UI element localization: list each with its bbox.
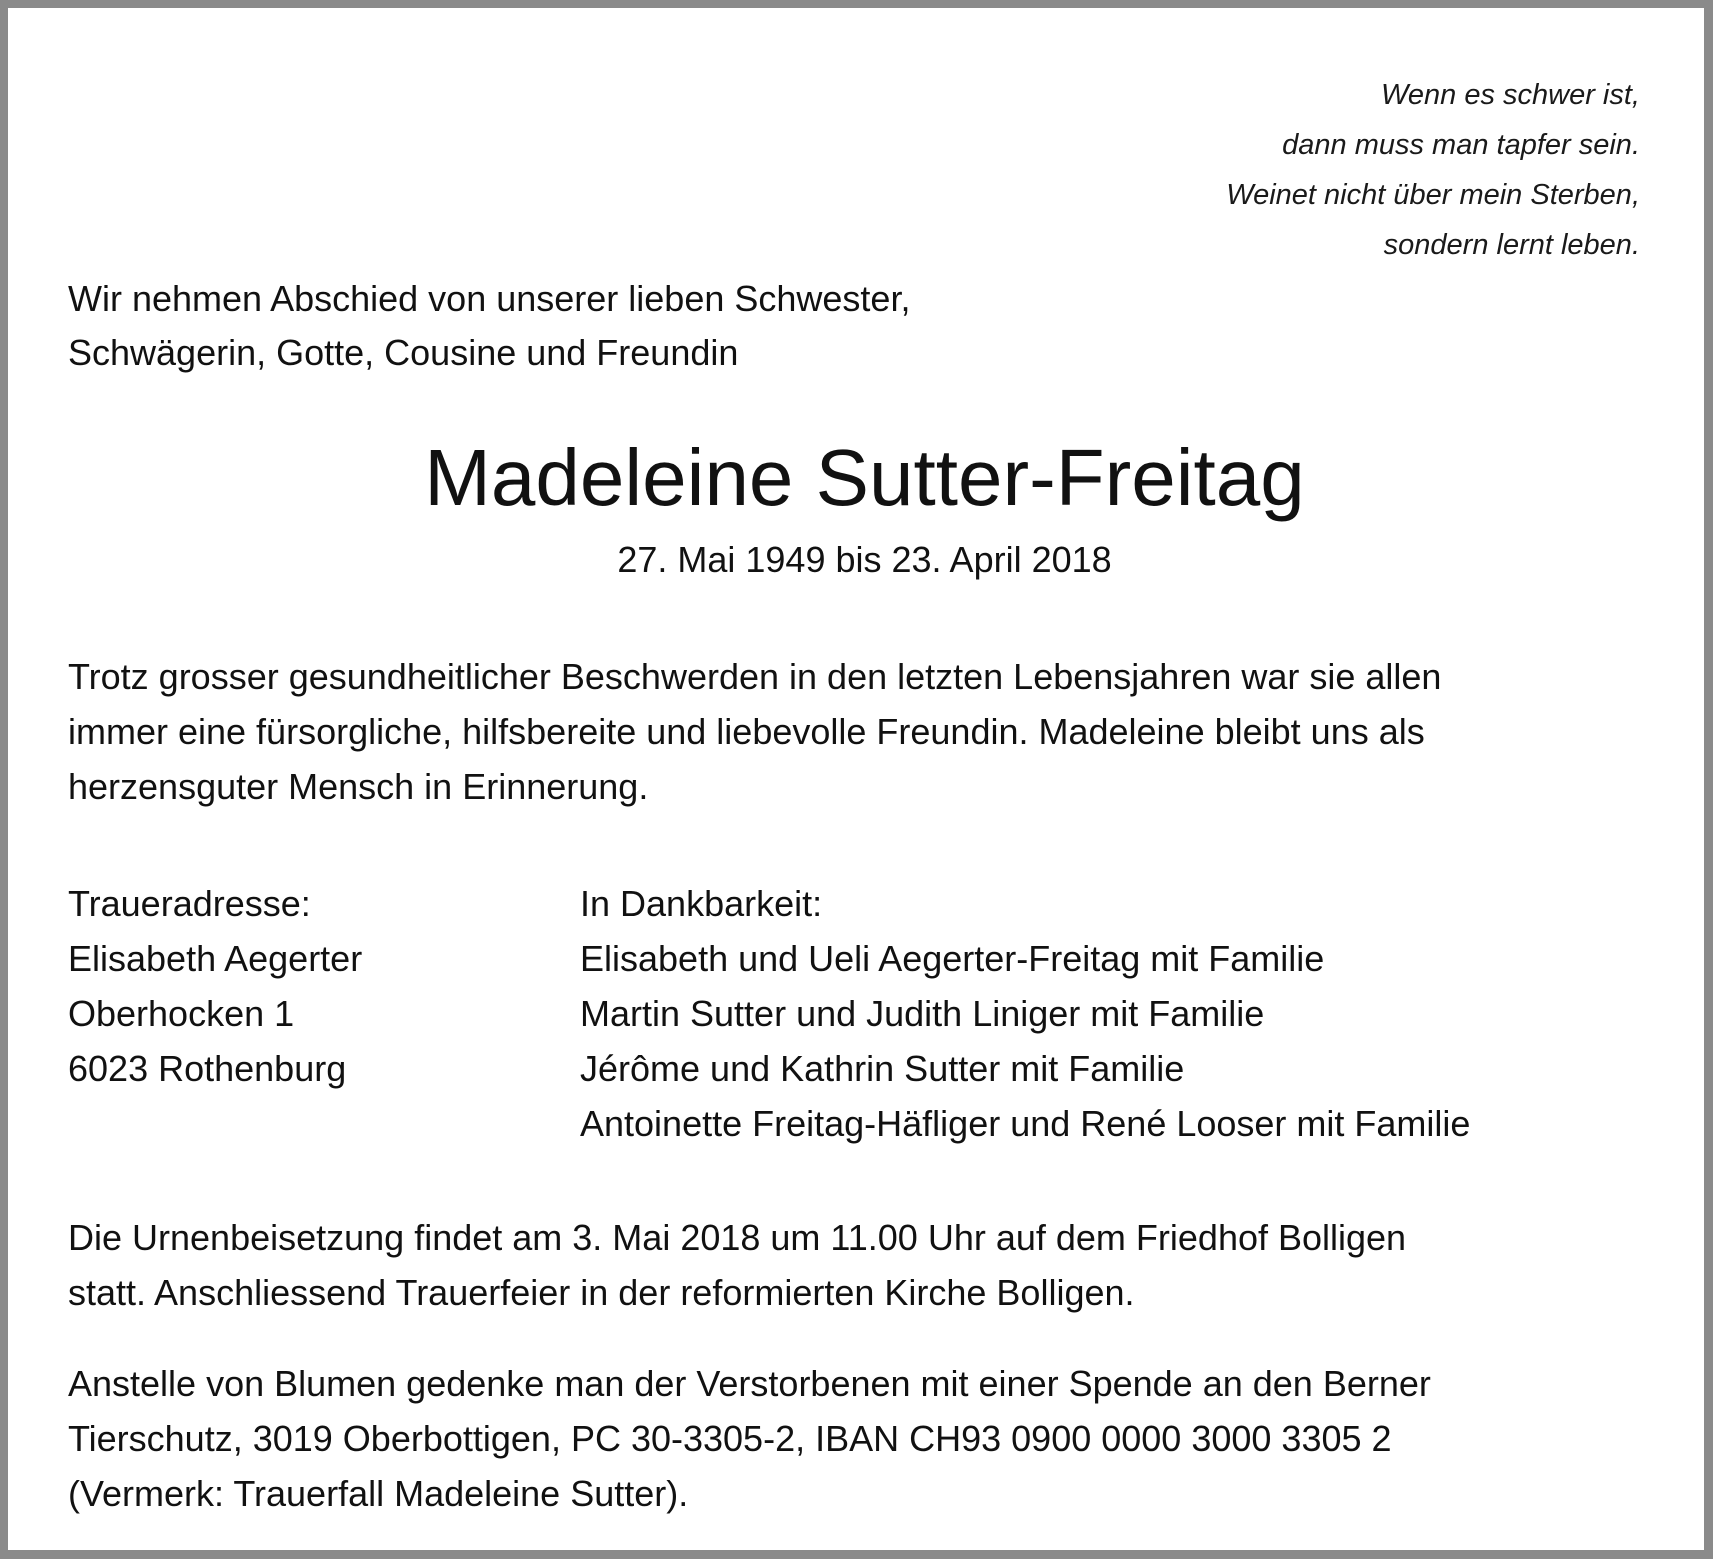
ceremony-paragraph (68, 1210, 1668, 1320)
address-line: Elisabeth Aegerter (68, 938, 363, 979)
tribute-line: immer eine fürsorgliche, hilfsbereite und liebevolle Freundin. Madeleine bleibt uns als (68, 711, 1425, 752)
intro-text (68, 272, 910, 380)
motto-line: dann muss man tapfer sein. (1282, 129, 1640, 161)
gratitude-list (580, 876, 1470, 1151)
intro-line: Schwägerin, Gotte, Cousine und Freundin (68, 332, 739, 373)
tribute-line: herzensguter Mensch in Erinnerung. (68, 766, 649, 807)
mourner-line: Martin Sutter und Judith Liniger mit Familie (580, 993, 1265, 1034)
mourner-line: Elisabeth und Ueli Aegerter-Freitag mit Familie (580, 938, 1325, 979)
mourning-address (68, 876, 362, 1096)
intro-line: Wir nehmen Abschied von unserer lieben Schwester, (68, 278, 911, 319)
donation-paragraph (68, 1356, 1668, 1521)
ceremony-line: statt. Anschliessend Trauerfeier in der reformierten Kirche Bolligen. (68, 1272, 1135, 1313)
mourner-line: Jérôme und Kathrin Sutter mit Familie (580, 1048, 1185, 1089)
mourning-address-heading: Traueradresse: (68, 883, 311, 924)
motto-line: sondern lernt leben. (1383, 229, 1640, 261)
ceremony-line: Die Urnenbeisetzung findet am 3. Mai 2018 um 11.00 Uhr auf dem Friedhof Bolligen (68, 1217, 1407, 1258)
tribute-line: Trotz grosser gesundheitlicher Beschwerden in den letzten Lebensjahren war sie allen (68, 656, 1442, 697)
motto-quote (1226, 70, 1640, 270)
gratitude-heading: In Dankbarkeit: (580, 883, 823, 924)
donation-line: Anstelle von Blumen gedenke man der Verstorbenen mit einer Spende an den Berner (68, 1363, 1431, 1404)
motto-line: Wenn es schwer ist, (1381, 79, 1640, 111)
life-dates: 27. Mai 1949 bis 23. April 2018 (617, 539, 1112, 580)
deceased-name: Madeleine Sutter-Freitag (424, 433, 1305, 522)
motto-line: Weinet nicht über mein Sterben, (1226, 179, 1640, 211)
address-line: Oberhocken 1 (68, 993, 295, 1034)
donation-line: Tierschutz, 3019 Oberbottigen, PC 30-3305-2, IBAN CH93 0900 0000 3000 3305 2 (68, 1418, 1392, 1459)
tribute-paragraph (68, 649, 1668, 814)
address-line: 6023 Rothenburg (68, 1048, 347, 1089)
donation-line: (Vermerk: Trauerfall Madeleine Sutter). (68, 1473, 689, 1514)
mourner-line: Antoinette Freitag-Häfliger und René Looser mit Familie (580, 1103, 1471, 1144)
